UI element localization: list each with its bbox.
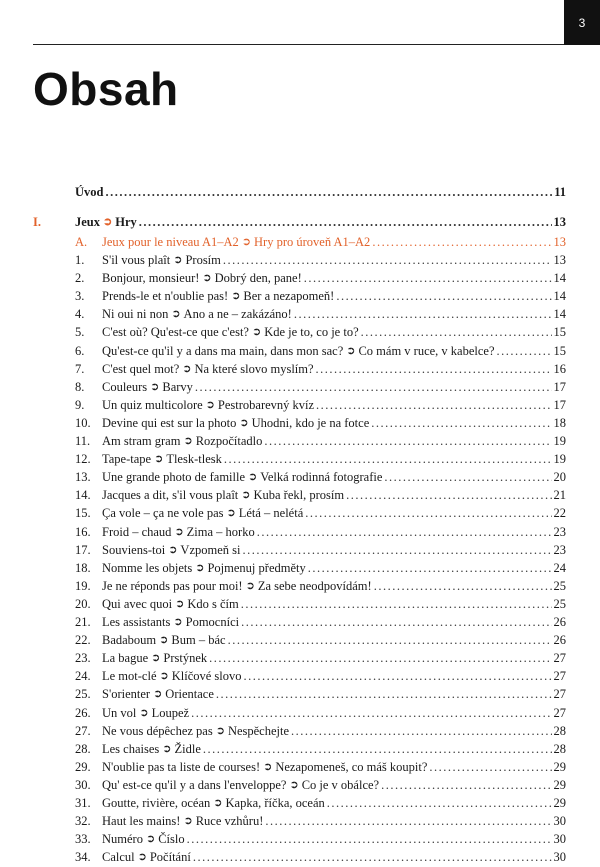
arrow-icon: ➲ [145, 833, 156, 846]
toc-entry-row[interactable] [0, 794, 600, 812]
entry-title-cz: Loupež [151, 705, 190, 720]
entry-title-cz: Rozpočítadlo [195, 434, 263, 448]
entry-title-fr: Bonjour, monsieur! [102, 271, 200, 286]
toc-page-number: 20 [553, 470, 566, 485]
entry-number: 26. [75, 705, 91, 720]
leader-dots [257, 523, 552, 541]
toc-entry-row[interactable] [0, 595, 600, 613]
entry-title-fr: Calcul [102, 850, 135, 865]
arrow-icon: ➲ [226, 507, 236, 520]
toc-page-number: 13 [553, 253, 566, 267]
toc-page-number: 30 [553, 850, 566, 865]
leader-dots [294, 305, 552, 323]
entry-number: 18. [75, 560, 91, 575]
entry-number: 31. [75, 796, 91, 810]
toc-entry-row[interactable] [0, 523, 600, 541]
entry-number: 4. [75, 307, 85, 322]
toc-page-number: 27 [553, 687, 566, 702]
top-rule [33, 44, 564, 45]
toc-entry-row[interactable] [0, 848, 600, 866]
entry-title-cz: Kdo s čím [187, 596, 239, 611]
entry-title-cz: Velká rodinná fotografie [260, 470, 383, 485]
entry-title-cz: Klíčové slovo [171, 669, 242, 684]
toc-page-number: 18 [553, 415, 566, 430]
entry-title-fr: Numéro [102, 832, 143, 847]
subsection-title-cz: Hry pro úroveň A1–A2 [254, 235, 371, 249]
leader-dots [305, 504, 551, 522]
arrow-icon: ➲ [173, 254, 183, 266]
arrow-icon: ➲ [173, 616, 183, 628]
entry-number: 14. [75, 488, 91, 503]
arrow-icon: ➲ [202, 272, 212, 285]
arrow-icon: ➲ [289, 778, 299, 791]
toc-page-number: 30 [553, 832, 566, 847]
toc-entry-row[interactable] [0, 251, 600, 269]
entry-title-fr: S'orienter [102, 687, 151, 702]
leader-dots [264, 432, 551, 450]
toc-entry-row[interactable] [0, 685, 600, 703]
entry-number: 6. [75, 343, 85, 358]
leader-dots [187, 830, 552, 848]
arrow-icon: ➲ [175, 597, 185, 610]
toc-entry-row[interactable] [0, 667, 600, 685]
entry-title-cz: Kuba řekl, prosím [253, 488, 345, 503]
toc-page-number: 28 [553, 723, 566, 738]
entry-number: 34. [75, 850, 91, 865]
toc-page-number: 15 [553, 343, 566, 358]
toc-subsection-row[interactable] [0, 233, 600, 251]
leader-dots [241, 595, 552, 613]
toc-entry-row[interactable] [0, 577, 600, 595]
toc-page-number: 15 [553, 325, 566, 340]
arrow-icon: ➲ [183, 435, 193, 447]
toc-entry-row[interactable] [0, 758, 600, 776]
section-number: I. [33, 215, 41, 229]
leader-dots [497, 342, 552, 360]
toc-entry-row[interactable] [0, 740, 600, 758]
entry-title-fr: Jacques a dit, s'il vous plaît [102, 488, 239, 503]
leader-dots [224, 450, 552, 468]
entry-number: 23. [75, 651, 91, 666]
entry-title-cz: Za sebe neodpovídám! [257, 578, 372, 593]
entry-number: 3. [75, 289, 85, 304]
entry-number: 27. [75, 723, 91, 738]
entry-title-cz: Bum – bác [171, 633, 226, 648]
arrow-icon: ➲ [168, 543, 178, 556]
toc-entry-row[interactable] [0, 486, 600, 504]
entry-title-fr: Nomme les objets [102, 560, 193, 575]
leader-dots [361, 323, 552, 341]
leader-dots [265, 812, 551, 830]
toc-page-number: 23 [553, 524, 566, 539]
section-title-fr: Jeux [75, 215, 100, 229]
toc-entry-row[interactable] [0, 378, 600, 396]
entry-title-cz: Pomocníci [185, 615, 240, 629]
toc-entry-row[interactable] [0, 613, 600, 631]
entry-title-fr: Qu' est-ce qu'il y a dans l'enveloppe? [102, 777, 287, 792]
entry-number: 21. [75, 615, 91, 629]
subsection-letter: A. [75, 235, 88, 249]
toc-page-number: 25 [553, 578, 566, 593]
leader-dots [316, 360, 552, 378]
leader-dots [105, 183, 552, 201]
arrow-icon: ➲ [183, 815, 193, 828]
entry-title-fr: Un quiz multicolore [102, 397, 203, 412]
entry-number: 7. [75, 361, 85, 376]
arrow-icon: ➲ [103, 216, 113, 228]
toc-page-number: 28 [553, 741, 566, 756]
arrow-icon: ➲ [195, 561, 205, 574]
toc-entry-row[interactable] [0, 269, 600, 287]
toc-page-number: 26 [553, 633, 566, 648]
entry-title-cz: Pojmenuj předměty [207, 560, 306, 575]
entry-title-fr: C'est où? Qu'est-ce que c'est? [102, 325, 249, 340]
toc-entry-row[interactable] [0, 504, 600, 522]
toc-page-number: 27 [553, 669, 566, 684]
toc-entry-row[interactable] [0, 631, 600, 649]
entry-number: 11. [75, 434, 91, 448]
entry-title-fr: Une grande photo de famille [102, 470, 246, 485]
entry-title-cz: Ano a ne – zakázáno! [183, 307, 292, 322]
toc-entry-row[interactable] [0, 541, 600, 559]
entry-title-fr: Qui avec quoi [102, 596, 173, 611]
leader-dots [316, 396, 551, 414]
entry-number: 24. [75, 669, 91, 684]
toc-page-number: 24 [553, 560, 566, 575]
arrow-icon: ➲ [241, 236, 251, 248]
toc-entry-row[interactable] [0, 432, 600, 450]
leader-dots [241, 613, 551, 631]
entry-title-fr: Les assistants [102, 615, 171, 629]
toc-entry-row[interactable] [0, 559, 600, 577]
arrow-icon: ➲ [154, 453, 164, 466]
entry-title-fr: Haut les mains! [102, 814, 181, 829]
leader-dots [336, 287, 551, 305]
entry-title-cz: Nespěchejte [227, 723, 290, 738]
leader-dots [191, 704, 551, 722]
arrow-icon: ➲ [248, 471, 258, 484]
entry-number: 32. [75, 814, 91, 829]
toc-entry-row[interactable] [0, 812, 600, 830]
entry-title-cz: Kde je to, co je to? [264, 325, 359, 340]
toc-page-number: 13 [553, 235, 566, 249]
entry-title-cz: Létá – nelétá [238, 506, 304, 521]
page-title: Obsah [33, 63, 179, 115]
toc-entry-row[interactable] [0, 830, 600, 848]
toc-page-number: 14 [553, 289, 566, 304]
toc-page-number: 27 [553, 705, 566, 720]
leader-dots [308, 559, 552, 577]
leader-dots [371, 414, 551, 432]
toc-page-number: 13 [553, 215, 566, 229]
entry-title-cz: Co mám v ruce, v kabelce? [358, 343, 495, 358]
toc-entry-row[interactable] [0, 396, 600, 414]
entry-title-fr: Devine qui est sur la photo [102, 415, 237, 430]
toc-entry-row[interactable] [0, 649, 600, 667]
entry-number: 12. [75, 452, 91, 467]
toc-entry-row[interactable] [0, 305, 600, 323]
arrow-icon: ➲ [213, 797, 223, 809]
toc-entry-row[interactable] [0, 722, 600, 740]
toc-page-number: 21 [553, 488, 566, 503]
entry-number: 16. [75, 524, 91, 539]
toc-entry-row[interactable] [0, 342, 600, 360]
arrow-icon: ➲ [231, 290, 241, 303]
arrow-icon: ➲ [162, 742, 172, 755]
toc-intro-row[interactable] [0, 183, 600, 201]
entry-number: 8. [75, 379, 85, 394]
toc-intro-label: Úvod [75, 185, 104, 199]
entry-title-fr: La bague [102, 651, 149, 666]
entry-title-fr: Badaboum [102, 633, 157, 648]
leader-dots [291, 722, 551, 740]
toc-page-number: 11 [554, 185, 566, 199]
arrow-icon: ➲ [159, 634, 169, 647]
leader-dots [195, 378, 552, 396]
entry-title-cz: Ruce vzhůru! [195, 814, 264, 829]
entry-number: 29. [75, 759, 91, 774]
leader-dots [223, 251, 552, 269]
entry-title-cz: Na které slovo myslím? [194, 361, 314, 376]
entry-title-fr: Am stram gram [102, 434, 181, 448]
subsection-title-fr: Jeux pour le niveau A1–A2 [102, 235, 239, 249]
entry-title-cz: Zima – horko [186, 524, 255, 539]
arrow-icon: ➲ [215, 724, 225, 737]
leader-dots [327, 794, 552, 812]
arrow-icon: ➲ [139, 706, 149, 719]
leader-dots [193, 848, 552, 866]
arrow-icon: ➲ [182, 362, 192, 375]
entry-number: 17. [75, 542, 91, 557]
entry-title-cz: Číslo [158, 832, 185, 847]
entry-title-cz: Co je v obálce? [301, 777, 380, 792]
entry-title-cz: Židle [174, 741, 201, 756]
toc-page-number: 19 [553, 452, 566, 467]
entry-title-fr: Je ne réponds pas pour moi! [102, 578, 243, 593]
arrow-icon: ➲ [239, 416, 249, 429]
toc-entry-row[interactable] [0, 287, 600, 305]
toc-page-number: 30 [553, 814, 566, 829]
leader-dots [228, 631, 552, 649]
entry-title-fr: Ne vous dépêchez pas [102, 723, 213, 738]
leader-dots [384, 468, 551, 486]
toc-page-number: 14 [553, 307, 566, 322]
entry-title-fr: Tape-tape [102, 452, 152, 467]
entry-number: 15. [75, 506, 91, 521]
entry-title-fr: Ni oui ni non [102, 307, 169, 322]
toc-entry-row[interactable] [0, 323, 600, 341]
entry-title-fr: Goutte, rivière, océan [102, 796, 211, 810]
leader-dots [374, 577, 552, 595]
toc-page-number: 27 [553, 651, 566, 666]
entry-title-cz: Ber a nezapomeň! [243, 289, 335, 304]
toc-section-row[interactable] [0, 213, 600, 231]
entry-title-fr: Froid – chaud [102, 524, 172, 539]
entry-title-fr: Prends-le et n'oublie pas! [102, 289, 229, 304]
entry-title-cz: Prstýnek [163, 651, 208, 666]
toc-entry-row[interactable] [0, 776, 600, 794]
entry-title-cz: Barvy [162, 379, 193, 394]
entry-number: 22. [75, 633, 91, 648]
entry-title-fr: N'oublie pas ta liste de courses! [102, 759, 261, 774]
entry-title-fr: Le mot-clé [102, 669, 157, 684]
entry-title-cz: Orientace [165, 687, 214, 702]
entry-title-fr: Un vol [102, 705, 137, 720]
toc-page-number: 29 [553, 796, 566, 810]
arrow-icon: ➲ [137, 851, 147, 864]
toc-page-number: 26 [553, 615, 566, 629]
leader-dots [346, 486, 551, 504]
entry-number: 25. [75, 687, 91, 702]
arrow-icon: ➲ [346, 344, 356, 357]
arrow-icon: ➲ [153, 688, 163, 701]
entry-number: 2. [75, 271, 85, 286]
toc-entry-row[interactable] [0, 468, 600, 486]
entry-title-fr: Ça vole – ça ne vole pas [102, 506, 224, 521]
arrow-icon: ➲ [241, 489, 251, 502]
toc-page-number: 22 [553, 506, 566, 521]
entry-title-cz: Uhodni, kdo je na fotce [251, 415, 370, 430]
leader-dots [139, 213, 552, 231]
leader-dots [304, 269, 552, 287]
leader-dots [244, 667, 552, 685]
toc-page-number: 17 [553, 397, 566, 412]
arrow-icon: ➲ [174, 525, 184, 538]
arrow-icon: ➲ [151, 652, 161, 665]
entry-title-cz: Prosím [185, 253, 221, 267]
page-number-tab: 3 [564, 0, 600, 45]
entry-title-cz: Vzpomeň si [180, 542, 241, 557]
entry-number: 13. [75, 470, 91, 485]
toc-page-number: 29 [553, 759, 566, 774]
entry-title-fr: Souviens-toi [102, 542, 166, 557]
entry-number: 30. [75, 777, 91, 792]
arrow-icon: ➲ [245, 579, 255, 592]
toc-page-number: 25 [553, 596, 566, 611]
toc-entry-row[interactable] [0, 704, 600, 722]
arrow-icon: ➲ [263, 760, 273, 773]
toc-page-number: 14 [553, 271, 566, 286]
section-title-cz: Hry [115, 215, 137, 229]
arrow-icon: ➲ [205, 398, 215, 411]
arrow-icon: ➲ [159, 670, 169, 683]
leader-dots [381, 776, 551, 794]
entry-number: 10. [75, 415, 91, 430]
arrow-icon: ➲ [171, 308, 181, 321]
entry-title-cz: Dobrý den, pane! [214, 271, 302, 286]
entry-title-fr: S'il vous plaît [102, 253, 171, 267]
entry-number: 33. [75, 832, 91, 847]
entry-title-cz: Kapka, říčka, oceán [225, 796, 325, 810]
toc-page-number: 19 [553, 434, 566, 448]
toc-page-number: 16 [553, 361, 566, 376]
toc-page-number: 23 [553, 542, 566, 557]
entry-number: 20. [75, 596, 91, 611]
toc-entry-row[interactable] [0, 450, 600, 468]
leader-dots [372, 233, 551, 251]
entry-title-cz: Pestrobarevný kvíz [217, 397, 315, 412]
entry-number: 28. [75, 741, 91, 756]
entry-title-fr: Couleurs [102, 379, 148, 394]
entry-title-fr: Qu'est-ce qu'il y a dans ma main, dans mon sac? [102, 343, 344, 358]
entry-number: 1. [75, 253, 85, 267]
leader-dots [216, 685, 552, 703]
toc-page-number: 29 [553, 777, 566, 792]
leader-dots [429, 758, 551, 776]
leader-dots [203, 740, 552, 758]
entry-title-fr: Les chaises [102, 741, 160, 756]
entry-title-cz: Počítání [149, 850, 191, 865]
toc-entry-row[interactable] [0, 414, 600, 432]
entry-title-cz: Tlesk-tlesk [166, 452, 222, 467]
entry-title-fr: C'est quel mot? [102, 361, 180, 376]
leader-dots [242, 541, 551, 559]
entry-title-cz: Nezapomeneš, co máš koupit? [275, 759, 428, 774]
toc-entry-row[interactable] [0, 360, 600, 378]
entry-number: 9. [75, 397, 85, 412]
arrow-icon: ➲ [150, 380, 160, 393]
toc-page-number: 17 [553, 379, 566, 394]
entry-number: 19. [75, 578, 91, 593]
arrow-icon: ➲ [251, 326, 262, 339]
entry-number: 5. [75, 325, 85, 340]
leader-dots [209, 649, 551, 667]
